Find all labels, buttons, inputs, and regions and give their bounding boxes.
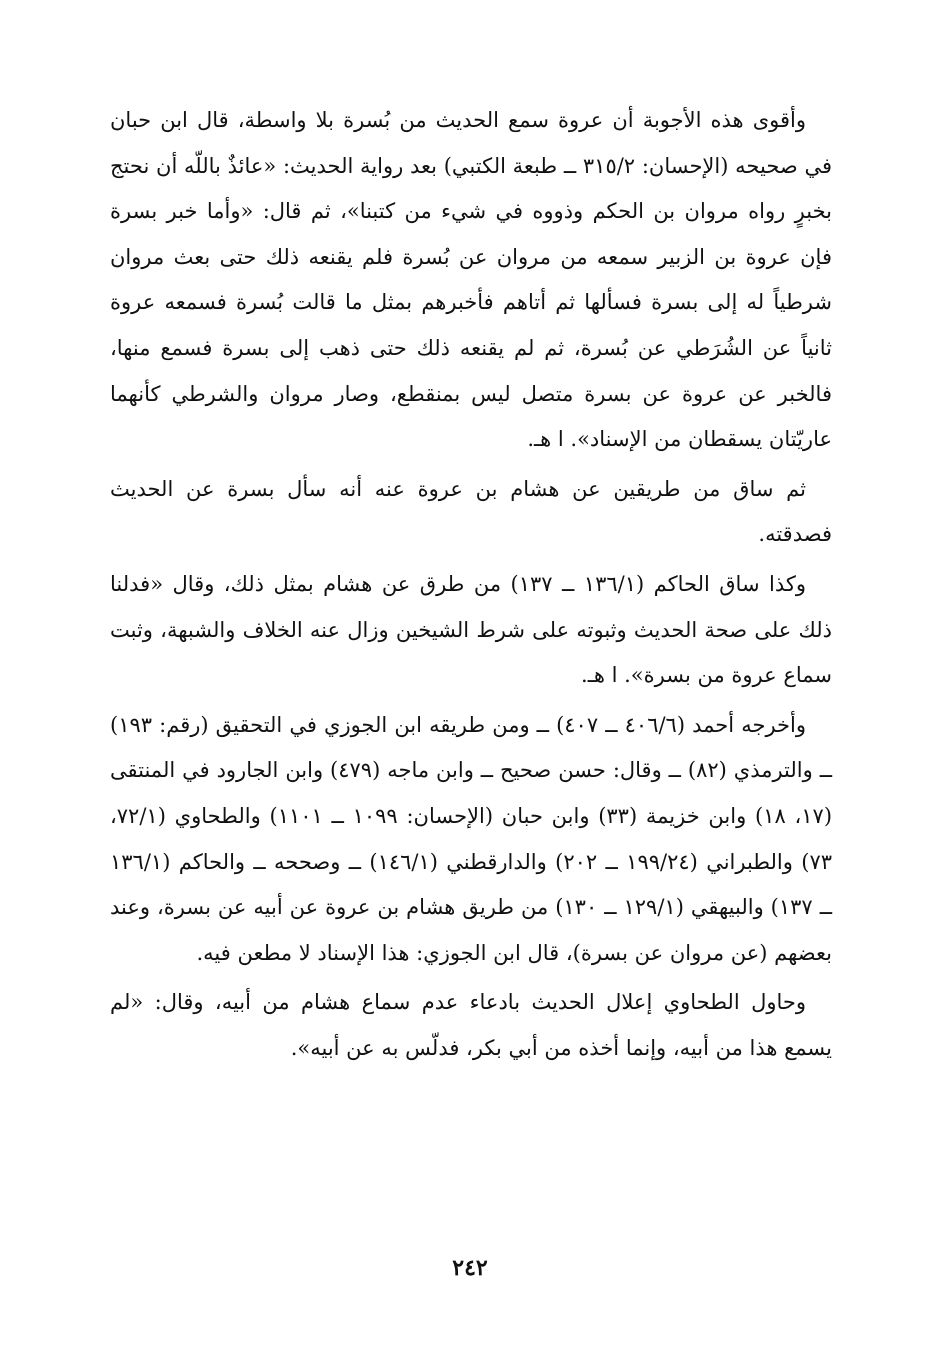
paragraph-two-routes: ثم ساق من طريقين عن هشام بن عروة عنه أنه سأل بسرة عن الحديث فصدقته.: [110, 476, 832, 547]
paragraph-tahawi: وحاول الطحاوي إعلال الحديث بادعاء عدم سماع هشام من أبيه، وقال: «لم يسمع هذا من أبيه، وإنما أخذه من أبي بكر، فدلّس به عن أبيه».: [110, 990, 832, 1060]
paragraph-takhrij: وأخرجه أحمد (٤٠٦/٦ ــ ٤٠٧) ــ ومن طريقه ابن الجوزي في التحقيق (رقم: ١٩٣) ــ والترمذي (٨٢) ــ وقال: حسن صحيح ــ وابن ماجه (٤٧٩) وابن الجارود في المنتقى (١٧، ١٨) وابن خزيمة (٣٣) وابن حبان (الإحسان: ١٠٩٩ ــ ١١٠١) والطحاوي (٧٢/١، ٧٣) والطبراني (١٩٩/٢٤ ــ ٢٠٢) والدارقطني (١٤٦/١) ــ وصححه ــ والحاكم (١٣٦/١ ــ ١٣٧) والبيهقي (١٢٩/١ ــ ١٣٠) من طريق هشام بن عروة عن أبيه عن بسرة، وعند بعضهم (عن مروان عن بسرة)، قال ابن الجوزي: هذا الإسناد لا مطعن فيه.: [110, 712, 833, 965]
paragraph-hakim: وكذا ساق الحاكم (١٣٦/١ ــ ١٣٧) من طرق عن هشام بمثل ذلك، وقال «فدلنا ذلك على صحة الحديث وثبوته على شرط الشيخين وزال عنه الخلاف والشبهة، وثبت سماع عروة من بسرة». ا هـ.: [110, 571, 832, 688]
page-number: ٢٤٢: [452, 1255, 488, 1281]
page-body: [110, 98, 832, 1075]
paragraph-ibn-hibban: وأقوى هذه الأجوبة أن عروة سمع الحديث من بُسرة بلا واسطة، قال ابن حبان في صحيحه (الإحسان: ٣١٥/٢ ــ طبعة الكتبي) بعد رواية الحديث: «عائذٌ باللّه أن نحتج بخبرٍ رواه مروان بن الحكم وذووه في شيء من كتبنا»، ثم قال: «وأما خبر بسرة فإن عروة بن الزبير سمعه من مروان عن بُسرة فلم يقنعه ذلك حتى بعث مروان شرطياً له إلى بسرة فسألها ثم أتاهم فأخبرهم بمثل ما قالت بُسرة فسمعه عروة ثانياً عن الشُرَطي عن بُسرة، ثم لم يقنعه ذلك حتى ذهب إلى بسرة فسمع منها، فالخبر عن عروة عن بسرة متصل ليس بمنقطع، وصار مروان والشرطي كأنهما عاريّتان يسقطان من الإسناد». ا هـ.: [110, 108, 832, 452]
page-footer: [0, 1255, 940, 1281]
